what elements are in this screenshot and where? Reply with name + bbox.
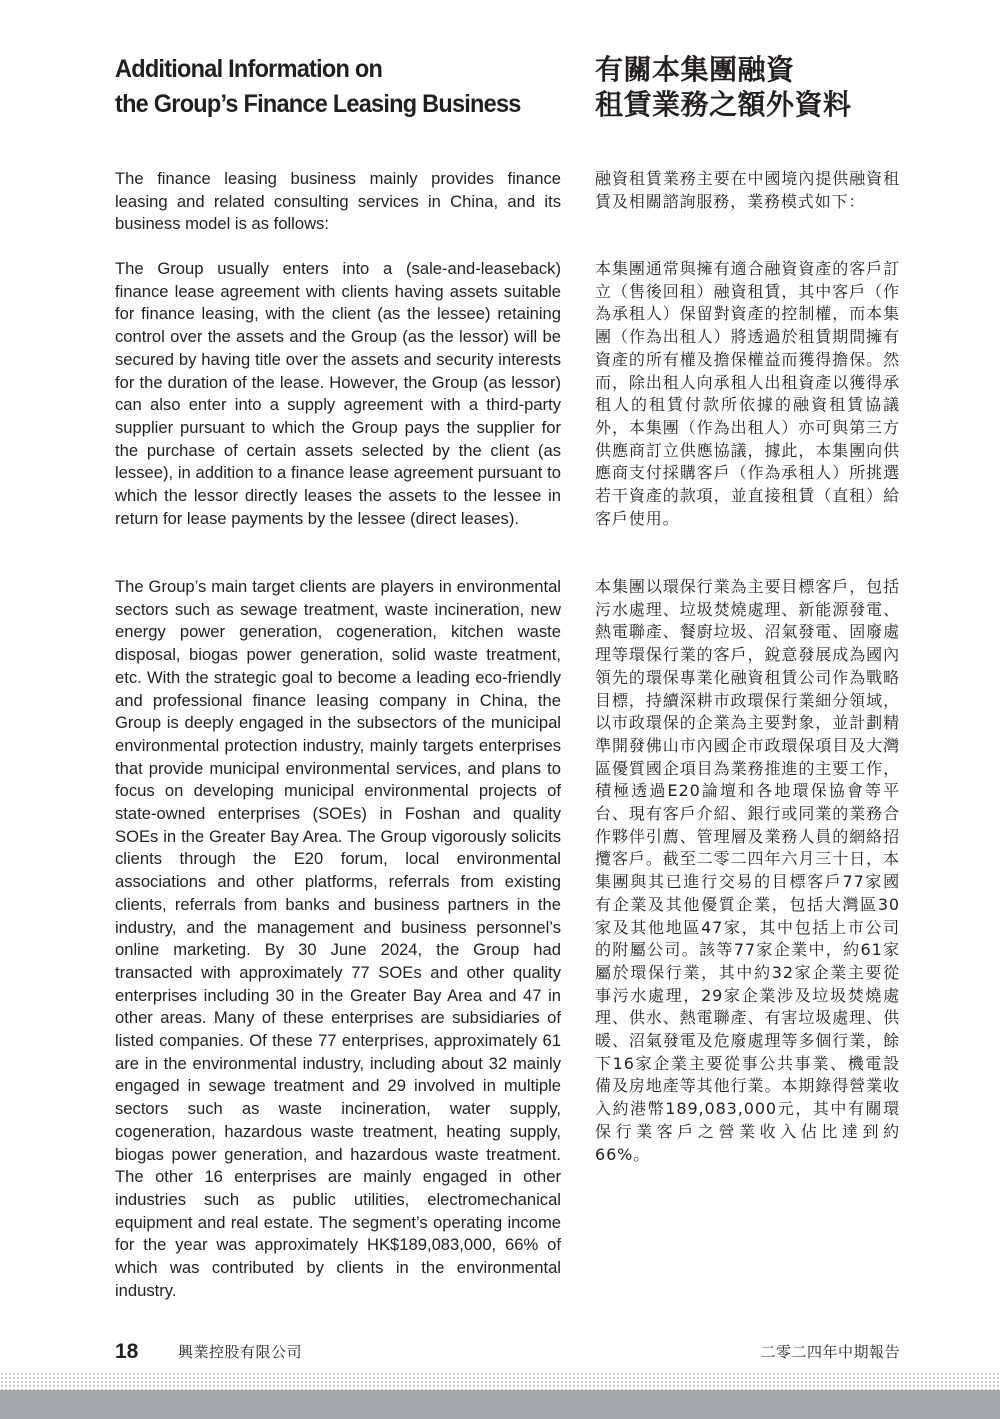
chinese-paragraph-2: 本集團通常與擁有適合融資資產的客戶訂立（售後回租）融資租賃，其中客戶（作為承租人）保留對資產的控制權，而本集團（作為出租人）將透過於租賃期間擁有資產的所有權及擔保權益而獲得擔保。然而，除出租人向承租人出租資產以獲得承租人的租賃付款所依據的融資租賃協議外，本集團（作為出租人）亦可與第三方供應商訂立供應協議，據此，本集團向供應商支付採購客戶（作為承租人）所挑選若干資產的款項，並直接租賃（直租）給客戶使用。 (595, 259, 900, 528)
page-number: 18 (115, 1340, 139, 1363)
english-paragraph-3: The Group’s main target clients are players in environmental sectors such as sewage treatment, waste incineration, new energy power generation, cogeneration, kitchen waste disposal, biogas power generation, solid waste treatment, etc. With the strategic goal to become a leading eco-friendly and professional finance leasing company in China, the Group is deeply engaged in the subsectors of the municipal environmental protection industry, mainly targets enterprises that provide municipal environmental services, and plans to focus on developing municipal environmental projects of state-owned enterprises (SOEs) in Foshan and quality SOEs in the Greater Bay Area. The Group vigorously solicits clients through the E20 forum, local environmental associations and other platforms, referrals from existing clients, referrals from banks and business partners in the industry, and the management and business personnel’s online marketing. By 30 June 2024, the Group had transacted with approximately 77 SOEs and other quality enterprises including 30 in the Greater Bay Area and 47 in other areas. Many of these enterprises are subsidiaries of listed companies. Of these 77 enterprises, approximately 61 are in the environmental industry, including about 32 mainly engaged in sewage treatment and 29 involved in multiple sectors such as waste incineration, water supply, cogeneration, hazardous waste treatment, heating supply, biogas power generation, and hazardous waste treatment. The other 16 enterprises are mainly engaged in other industries such as public utilities, electromechanical equipment and real estate. The segment’s operating income for the year was approximately HK$189,083,000, 66% of which was contributed by clients in the environmental industry. (115, 577, 561, 1300)
english-paragraph-1: The finance leasing business mainly provides finance leasing and related consulting services in China, and its business model is as follows: (115, 169, 561, 234)
english-heading-line-1: Additional Information on (115, 55, 383, 83)
chinese-paragraph-3: 本集團以環保行業為主要目標客戶，包括污水處理、垃圾焚燒處理、新能源發電、熱電聯產、餐廚垃圾、沼氣發電、固廢處理等環保行業的客戶，銳意發展成為國內領先的環保專業化融資租賃公司作為戰略目標，持續深耕市政環保行業細分領域，以市政環保的企業為主要對象，並計劃精準開發佛山市內國企市政環保項目及大灣區優質國企項目為業務推進的主要工作，積極透過E20論壇和各地環保協會等平台、現有客戶介紹、銀行或同業的業務合作夥伴引薦、管理層及業務人員的網絡招攬客戶。截至二零二四年六月三十日，本集團與其已進行交易的目標客戶77家國有企業及其他優質企業，包括大灣區30家及其他地區47家，其中包括上市公司的附屬公司。該等77家企業中，約61家屬於環保行業，其中約32家企業主要從事污水處理，29家企業涉及垃圾焚燒處理、供水、熱電聯產、有害垃圾處理、供暖、沼氣發電及危廢處理等多個行業，餘下16家企業主要從事公共事業、機電設備及房地產等其他行業。本期錄得營業收入約港幣189,083,000元，其中有關環保行業客戶之營業收入佔比達到約66%。 (595, 577, 900, 1164)
english-paragraph-2: The Group usually enters into a (sale-and-leaseback) finance lease agreement with clients having assets suitable for finance leasing, with the client (as the lessee) retaining control over the assets and the Group (as the lessor) will be secured by having title over the assets and security interests for the duration of the lease. However, the Group (as lessor) can also enter into a supply agreement with a third-party supplier pursuant to which the Group pays the supplier for the purchase of certain assets selected by the client (as lessee), in addition to a finance lease agreement pursuant to which the lessor directly leases the assets to the lessee in return for lease payments by the lessee (direct leases). (115, 259, 561, 528)
english-heading-line-2: the Group’s Finance Leasing Business (115, 90, 521, 118)
report-name: 二零二四年中期報告 (760, 1343, 900, 1361)
chinese-heading-line-1: 有關本集團融資 (595, 53, 795, 86)
chinese-heading (595, 52, 925, 122)
dotted-decorative-band (0, 1372, 1000, 1390)
chinese-paragraph-1: 融資租賃業務主要在中國境內提供融資租賃及相關諮詢服務，業務模式如下： (595, 169, 900, 211)
company-name: 興業控股有限公司 (178, 1343, 303, 1361)
chinese-heading-line-2: 租賃業務之額外資料 (595, 88, 852, 121)
page-footer (0, 1340, 1000, 1364)
english-heading (115, 52, 547, 122)
grey-decorative-band (0, 1390, 1000, 1419)
